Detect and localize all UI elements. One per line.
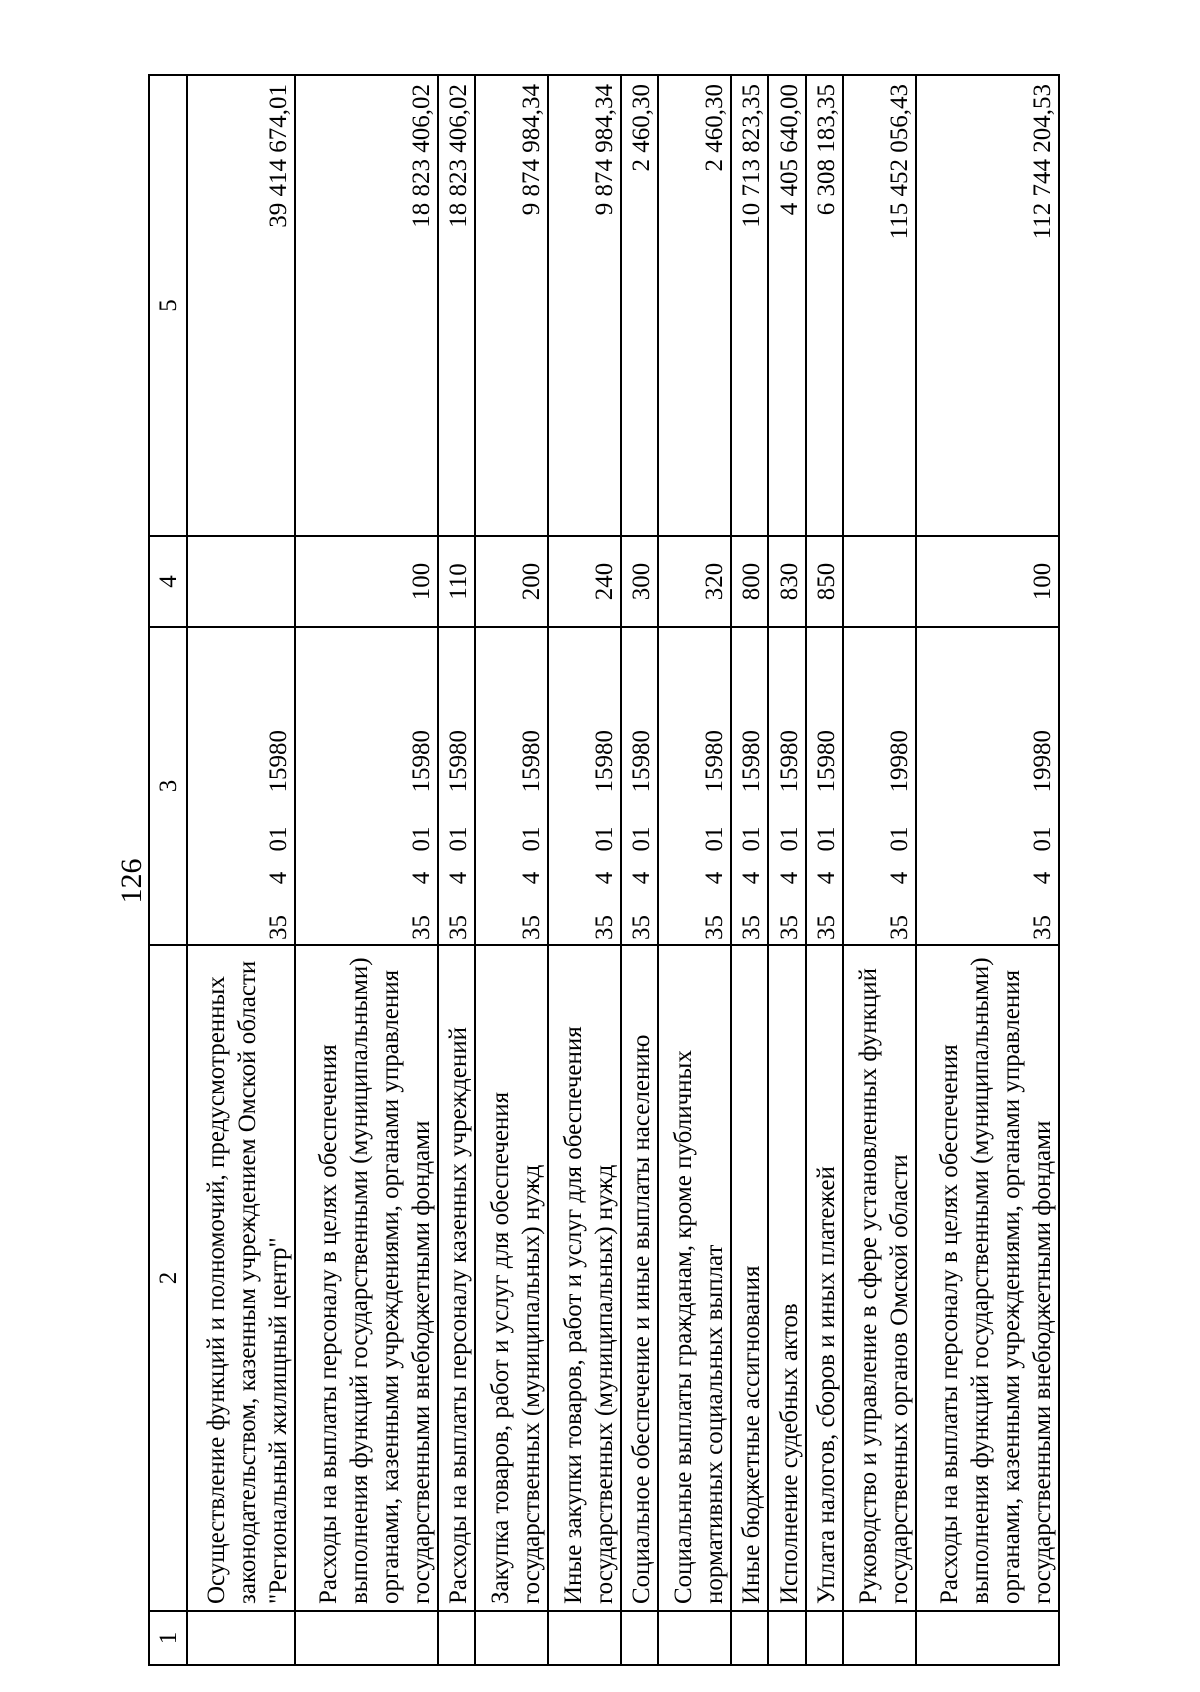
program-code: 35 [445, 915, 473, 940]
item-name-cell: Иные бюджетные ассигнования [731, 945, 768, 1611]
item-name-cell: Закупка товаров, работ и услуг для обеспечения государственных (муниципальных) нужд [475, 945, 548, 1611]
item-name-cell: Расходы на выплаты персоналу в целях обеспечения выполнения функций государственными (муниципальными) органами, казенными учреждениями, органами управления государственными внебюджетными фондами [916, 945, 1059, 1611]
subprogram-code: 4 [738, 871, 766, 885]
item-name-cell: Руководство и управление в сфере установленных функций государственных органов Омской области [843, 945, 916, 1611]
row-number-cell [621, 1611, 658, 1665]
direction-code: 15980 [738, 730, 766, 793]
target-article-cell [621, 627, 658, 945]
direction-code: 15980 [628, 730, 656, 793]
item-name-cell: Осуществление функций и полномочий, предусмотренных законодательством, казенным учреждением Омской области "Региональный жилищный центр" [187, 945, 295, 1611]
program-code: 35 [700, 915, 728, 940]
subprogram-code: 4 [445, 871, 473, 885]
event-code: 01 [407, 826, 435, 852]
row-number-cell [916, 1611, 1059, 1665]
target-article-cell [806, 627, 843, 945]
expense-type-cell: 830 [768, 536, 805, 627]
row-number-cell [295, 1611, 438, 1665]
subprogram-code: 4 [407, 871, 435, 885]
column-header-2: 2 [149, 945, 187, 1611]
program-code: 35 [407, 915, 435, 940]
item-name-cell: Социальное обеспечение и иные выплаты населению [621, 945, 658, 1611]
column-header-3: 3 [149, 627, 187, 945]
expense-type-cell: 110 [438, 536, 475, 627]
event-code: 01 [628, 826, 656, 852]
amount-cell: 2 460,30 [621, 75, 658, 536]
item-name-cell: Расходы на выплаты персоналу казенных учреждений [438, 945, 475, 1611]
direction-code: 15980 [264, 730, 292, 793]
program-code: 35 [1029, 915, 1056, 940]
expense-type-cell: 100 [295, 536, 438, 627]
table-row [621, 75, 658, 1665]
target-article-cell [295, 627, 438, 945]
program-code: 35 [518, 915, 546, 940]
target-article-cell [916, 627, 1059, 945]
expense-type-cell [843, 536, 916, 627]
direction-code: 15980 [700, 730, 728, 793]
subprogram-code: 4 [700, 871, 728, 885]
row-number-cell [187, 1611, 295, 1665]
expense-type-cell: 200 [475, 536, 548, 627]
program-code: 35 [628, 915, 656, 940]
target-article-cell [731, 627, 768, 945]
table-row [806, 75, 843, 1665]
item-name-cell: Исполнение судебных актов [768, 945, 805, 1611]
item-name-cell: Уплата налогов, сборов и иных платежей [806, 945, 843, 1611]
program-code: 35 [738, 915, 766, 940]
event-code: 01 [813, 826, 841, 852]
expense-type-cell: 320 [658, 536, 731, 627]
subprogram-code: 4 [1029, 871, 1056, 885]
expense-type-cell: 850 [806, 536, 843, 627]
page-number: 126 [115, 858, 148, 904]
program-code: 35 [775, 915, 803, 940]
amount-cell: 9 874 984,34 [548, 75, 621, 536]
table-row [916, 75, 1059, 1665]
target-article-cell [475, 627, 548, 945]
row-number-cell [438, 1611, 475, 1665]
budget-table [148, 74, 1060, 1666]
target-article-cell [187, 627, 295, 945]
amount-cell: 4 405 640,00 [768, 75, 805, 536]
event-code: 01 [700, 826, 728, 852]
direction-code: 15980 [407, 730, 435, 793]
table-row [658, 75, 731, 1665]
row-number-cell [475, 1611, 548, 1665]
row-number-cell [843, 1611, 916, 1665]
amount-cell: 112 744 204,53 [916, 75, 1059, 536]
item-name-cell: Расходы на выплаты персоналу в целях обеспечения выполнения функций государственными (муниципальными) органами, казенными учреждениями, органами управления государственными внебюджетными фондами [295, 945, 438, 1611]
row-number-cell [768, 1611, 805, 1665]
event-code: 01 [264, 826, 292, 852]
amount-cell: 18 823 406,02 [295, 75, 438, 536]
target-article-cell [438, 627, 475, 945]
subprogram-code: 4 [775, 871, 803, 885]
amount-cell: 6 308 183,35 [806, 75, 843, 536]
program-code: 35 [885, 915, 913, 940]
target-article-cell [658, 627, 731, 945]
table-row [295, 75, 438, 1665]
expense-type-cell [187, 536, 295, 627]
subprogram-code: 4 [518, 871, 546, 885]
amount-cell: 115 452 056,43 [843, 75, 916, 536]
event-code: 01 [885, 826, 913, 852]
direction-code: 19980 [885, 730, 913, 793]
event-code: 01 [1029, 826, 1056, 852]
program-code: 35 [813, 915, 841, 940]
expense-type-cell: 300 [621, 536, 658, 627]
expense-type-cell: 100 [916, 536, 1059, 627]
event-code: 01 [590, 826, 618, 852]
expense-type-cell: 240 [548, 536, 621, 627]
table-row [843, 75, 916, 1665]
row-number-cell [731, 1611, 768, 1665]
program-code: 35 [264, 915, 292, 940]
direction-code: 15980 [590, 730, 618, 793]
event-code: 01 [738, 826, 766, 852]
subprogram-code: 4 [264, 871, 292, 885]
program-code: 35 [590, 915, 618, 940]
table-row [438, 75, 475, 1665]
item-name-cell: Социальные выплаты гражданам, кроме публичных нормативных социальных выплат [658, 945, 731, 1611]
event-code: 01 [775, 826, 803, 852]
subprogram-code: 4 [813, 871, 841, 885]
target-article-cell [843, 627, 916, 945]
amount-cell: 2 460,30 [658, 75, 731, 536]
table-header-row [149, 75, 187, 1665]
budget-table-wrapper [148, 76, 1060, 1666]
column-header-5: 5 [149, 75, 187, 536]
amount-cell: 9 874 984,34 [475, 75, 548, 536]
table-row [475, 75, 548, 1665]
subprogram-code: 4 [590, 871, 618, 885]
column-header-4: 4 [149, 536, 187, 627]
row-number-cell [658, 1611, 731, 1665]
target-article-cell [768, 627, 805, 945]
expense-type-cell: 800 [731, 536, 768, 627]
subprogram-code: 4 [628, 871, 656, 885]
event-code: 01 [445, 826, 473, 852]
direction-code: 15980 [518, 730, 546, 793]
item-name-cell: Иные закупки товаров, работ и услуг для обеспечения государственных (муниципальных) нужд [548, 945, 621, 1611]
row-number-cell [806, 1611, 843, 1665]
table-row [768, 75, 805, 1665]
subprogram-code: 4 [885, 871, 913, 885]
direction-code: 15980 [445, 730, 473, 793]
amount-cell: 10 713 823,35 [731, 75, 768, 536]
table-row [548, 75, 621, 1665]
amount-cell: 39 414 674,01 [187, 75, 295, 536]
row-number-cell [548, 1611, 621, 1665]
target-article-cell [548, 627, 621, 945]
amount-cell: 18 823 406,02 [438, 75, 475, 536]
event-code: 01 [518, 826, 546, 852]
table-row [187, 75, 295, 1665]
column-header-1: 1 [149, 1611, 187, 1665]
direction-code: 15980 [775, 730, 803, 793]
table-row [731, 75, 768, 1665]
direction-code: 15980 [813, 730, 841, 793]
direction-code: 19980 [1029, 730, 1056, 793]
